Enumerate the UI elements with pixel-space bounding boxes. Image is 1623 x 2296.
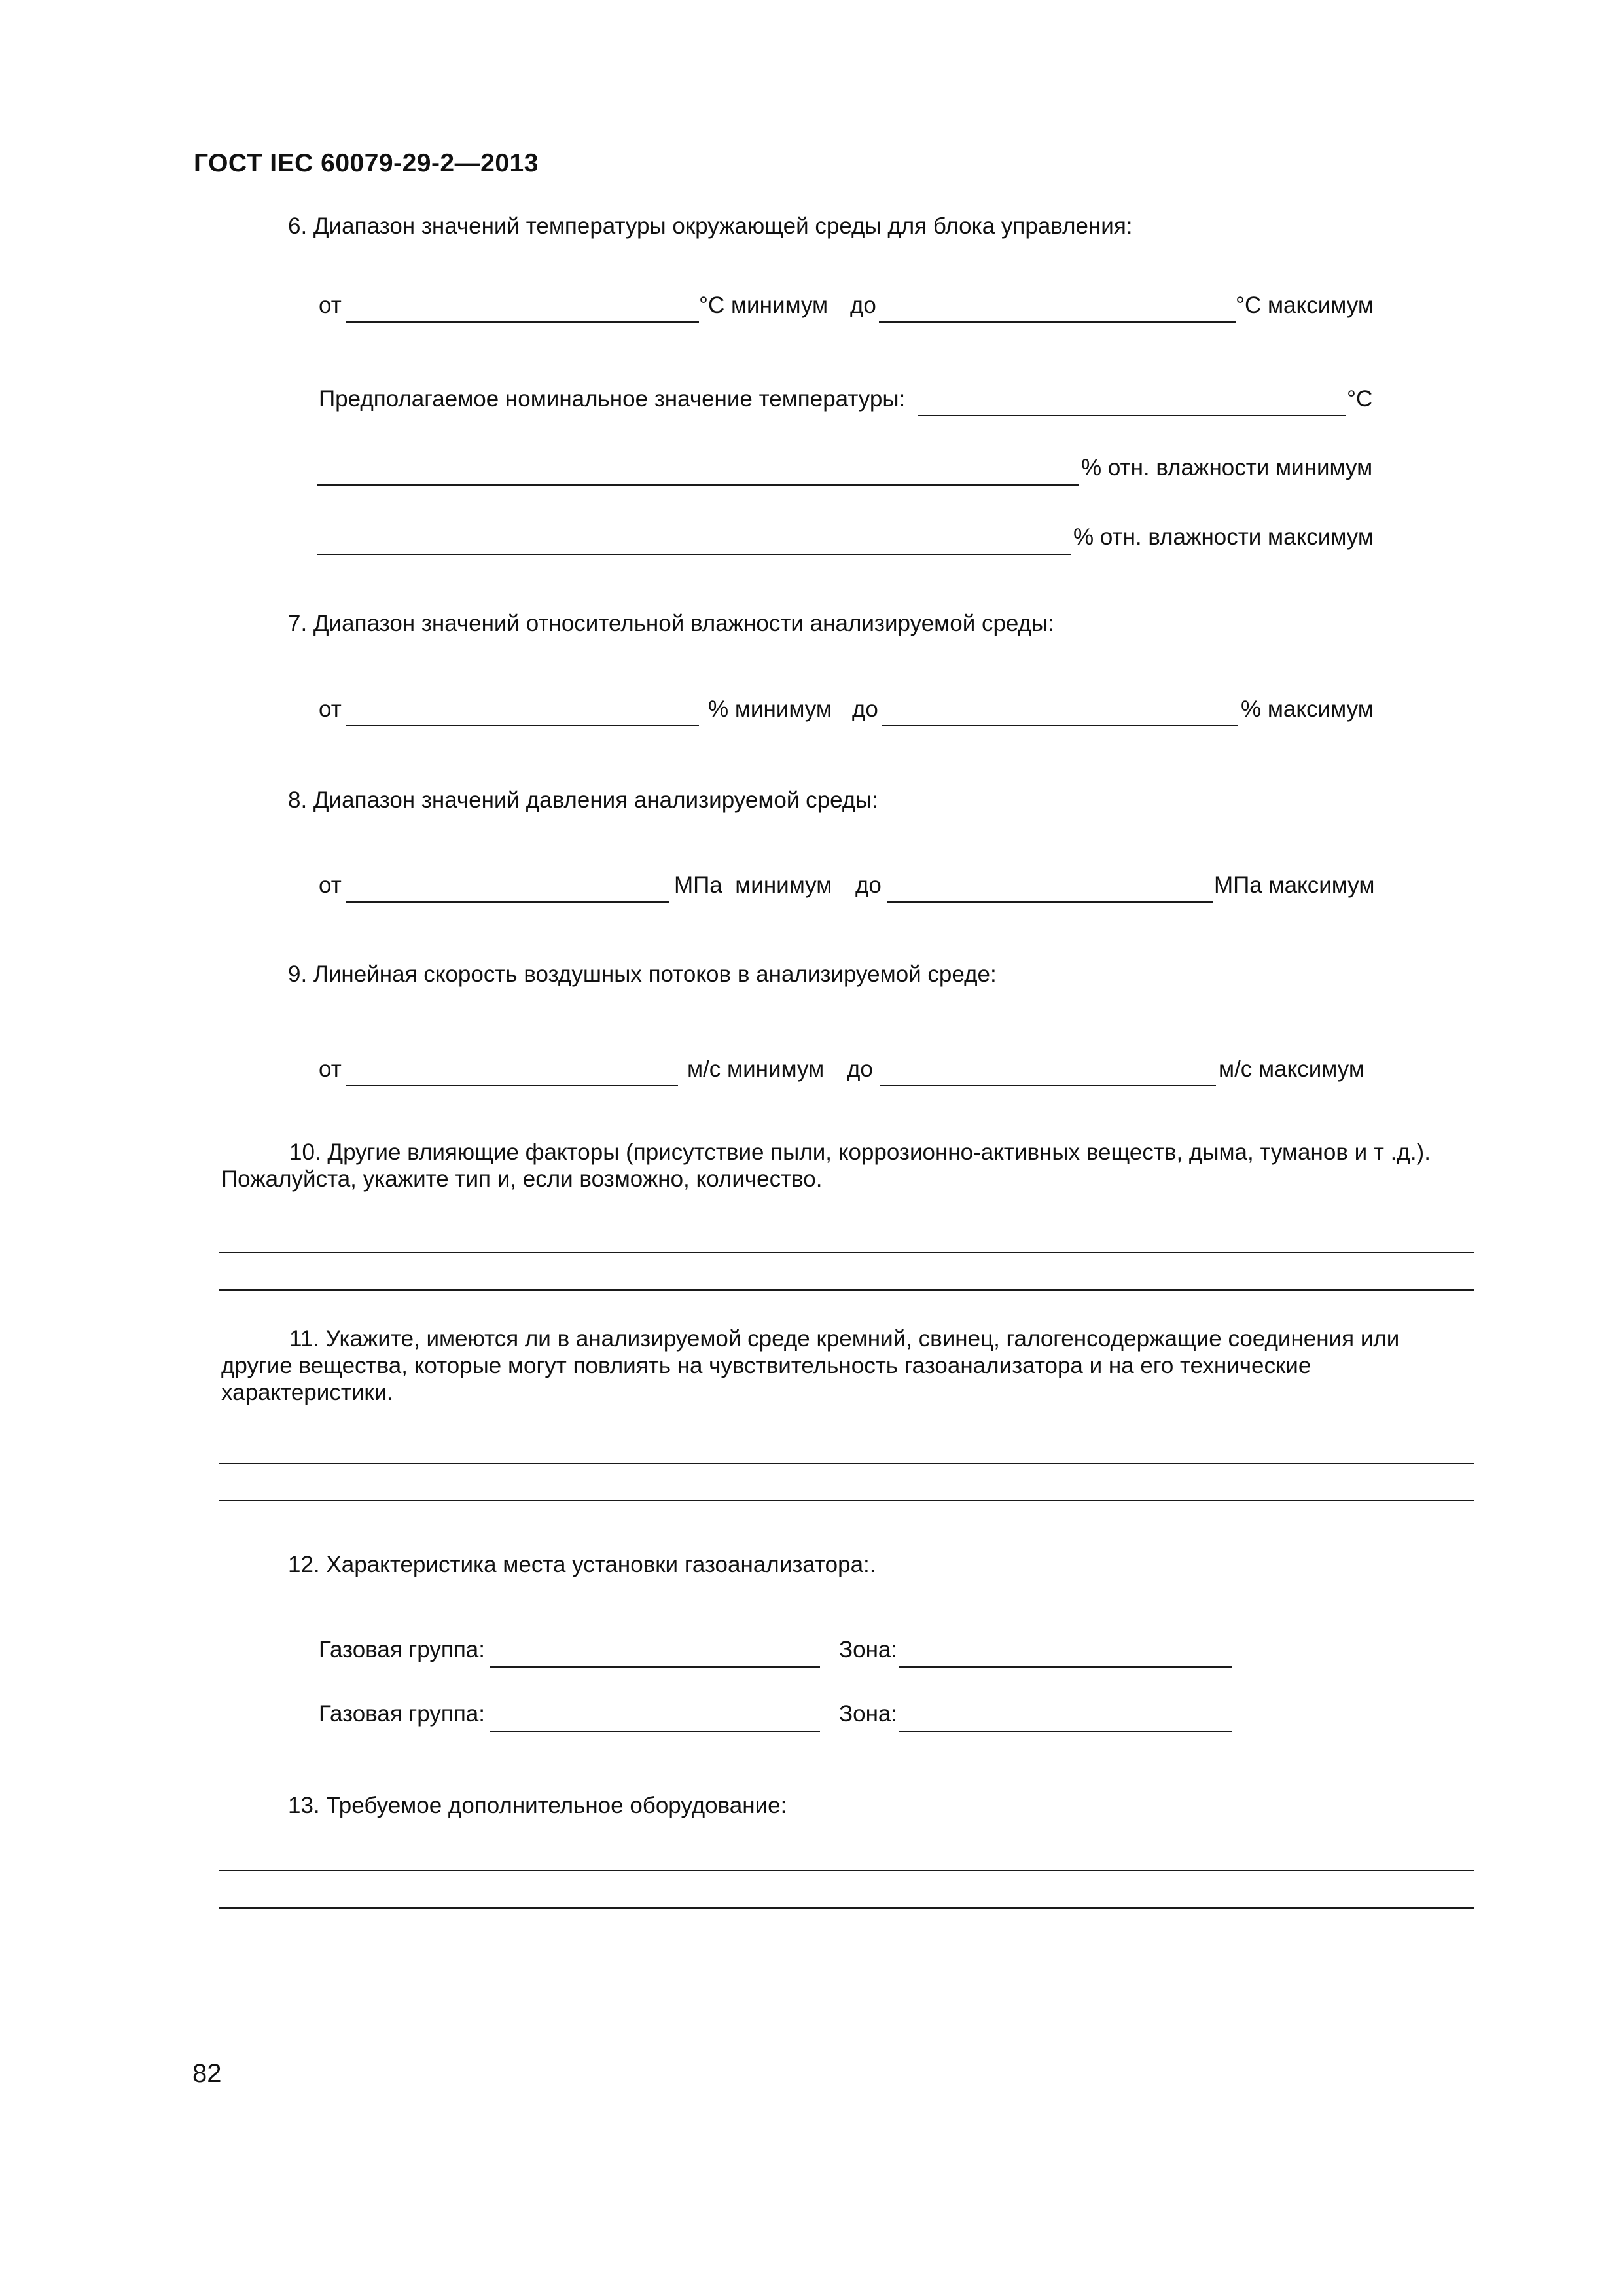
zone-label-2: Зона: xyxy=(839,1701,898,1727)
item-8-min-pressure-field[interactable] xyxy=(346,901,669,903)
item-7-min-humidity-field[interactable] xyxy=(346,725,699,726)
item-8-max-unit: МПа максимум xyxy=(1214,872,1375,898)
zone-label-1: Зона: xyxy=(839,1637,898,1662)
item-7-max-humidity-field[interactable] xyxy=(882,725,1238,726)
item-13-answer-line-2[interactable] xyxy=(219,1907,1474,1909)
item-6-min-temp-field[interactable] xyxy=(346,321,699,323)
item-6-max-temp-field[interactable] xyxy=(879,321,1236,323)
item-9-min-speed-field[interactable] xyxy=(346,1085,678,1086)
item-10-line-1: 10. Другие влияющие факторы (присутствие пыли, коррозионно-активных веществ, дыма, туманов и т .д.). xyxy=(289,1139,1431,1165)
item-8-min-unit: МПа минимум xyxy=(674,872,832,898)
item-11-line-3: характеристики. xyxy=(221,1380,393,1405)
page-number: 82 xyxy=(192,2059,222,2088)
item-8-from-label: от xyxy=(319,872,342,898)
item-6-humidity-min-field[interactable] xyxy=(317,484,1079,486)
zone-field-2[interactable] xyxy=(899,1731,1232,1732)
gas-group-field-2[interactable] xyxy=(490,1731,820,1732)
item-9-from-label: от xyxy=(319,1056,342,1082)
item-8-title: 8. Диапазон значений давления анализируемой среды: xyxy=(288,787,879,813)
gas-group-label-1: Газовая группа: xyxy=(319,1637,485,1662)
item-11-answer-line-1[interactable] xyxy=(219,1463,1474,1464)
item-10-answer-line-2[interactable] xyxy=(219,1289,1474,1291)
item-13-title: 13. Требуемое дополнительное оборудование: xyxy=(288,1793,787,1818)
item-13-answer-line-1[interactable] xyxy=(219,1870,1474,1871)
item-6-max-unit: °С максимум xyxy=(1236,293,1374,318)
zone-field-1[interactable] xyxy=(899,1666,1232,1668)
item-7-max-unit: % максимум xyxy=(1241,696,1374,722)
item-6-nominal-temp-field[interactable] xyxy=(918,415,1346,416)
item-7-from-label: от xyxy=(319,696,342,722)
item-12-title: 12. Характеристика места установки газоанализатора:. xyxy=(288,1552,876,1577)
item-6-humidity-min-label: % отн. влажности минимум xyxy=(1081,455,1373,480)
item-8-max-pressure-field[interactable] xyxy=(887,901,1213,903)
item-6-humidity-max-label: % отн. влажности максимум xyxy=(1073,524,1374,550)
item-6-nominal-label: Предполагаемое номинальное значение температуры: xyxy=(319,386,906,412)
gas-group-field-1[interactable] xyxy=(490,1666,820,1668)
item-6-nominal-unit: °С xyxy=(1347,386,1373,412)
item-11-line-1: 11. Укажите, имеются ли в анализируемой среде кремний, свинец, галогенсодержащие соединения или xyxy=(289,1326,1400,1352)
item-9-to-label: до xyxy=(847,1056,873,1082)
item-11-paragraph xyxy=(221,1325,1497,1406)
item-11-answer-line-2[interactable] xyxy=(219,1500,1474,1501)
item-9-title: 9. Линейная скорость воздушных потоков в анализируемой среде: xyxy=(288,961,997,987)
item-6-min-unit: °С минимум xyxy=(699,293,829,318)
item-7-title: 7. Диапазон значений относительной влажности анализируемой среды: xyxy=(288,611,1054,636)
item-6-title: 6. Диапазон значений температуры окружающей среды для блока управления: xyxy=(288,213,1133,239)
item-11-line-2: другие вещества, которые могут повлиять на чувствительность газоанализатора и на его технические xyxy=(221,1353,1311,1378)
item-10-paragraph xyxy=(221,1139,1497,1193)
item-7-to-label: до xyxy=(852,696,878,722)
item-9-max-speed-field[interactable] xyxy=(880,1085,1216,1086)
item-10-line-2: Пожалуйста, укажите тип и, если возможно, количество. xyxy=(221,1166,823,1192)
item-9-max-unit: м/с максимум xyxy=(1219,1056,1364,1082)
item-6-from-label: от xyxy=(319,293,342,318)
item-9-min-unit: м/с минимум xyxy=(687,1056,825,1082)
item-6-to-label: до xyxy=(850,293,876,318)
item-8-to-label: до xyxy=(855,872,882,898)
item-7-min-unit: % минимум xyxy=(708,696,832,722)
item-6-humidity-max-field[interactable] xyxy=(317,554,1071,555)
document-header: ГОСТ IEC 60079-29-2—2013 xyxy=(194,149,539,177)
item-10-answer-line-1[interactable] xyxy=(219,1252,1474,1253)
gas-group-label-2: Газовая группа: xyxy=(319,1701,485,1727)
